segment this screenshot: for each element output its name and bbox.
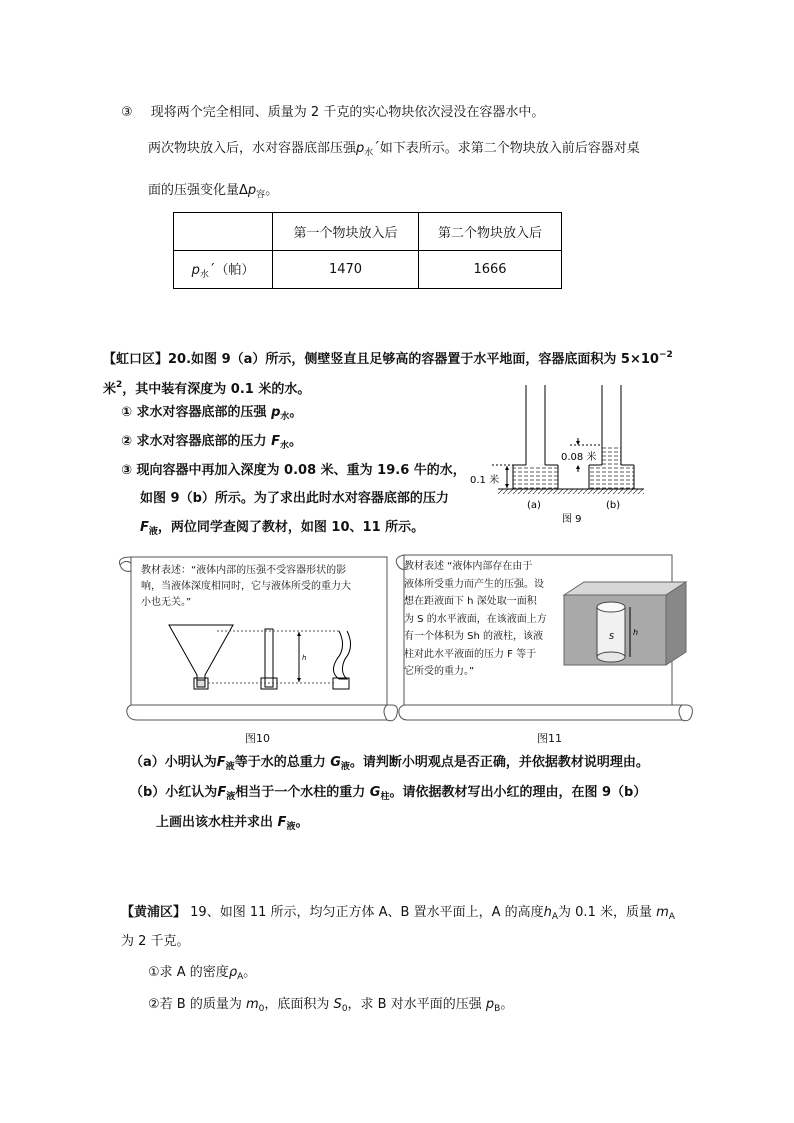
symbol-h: h — [543, 905, 552, 920]
subscript: A — [237, 972, 244, 982]
period: 。 — [243, 965, 257, 980]
symbol-g: G — [369, 785, 381, 800]
table-header-cell: 第一个物块放入后 — [273, 213, 419, 251]
subscript: A — [668, 912, 675, 922]
sub-question-b — [130, 784, 646, 806]
period: 。 — [289, 405, 303, 420]
figure-caption: 图 9 — [562, 514, 582, 525]
subscript: 容 — [256, 190, 266, 200]
figure-11-caption: 图11 — [537, 732, 562, 745]
text-fragment: ① 求水对容器底部的压强 — [121, 405, 267, 420]
question-19-line-2: 为 2 千克。 — [121, 934, 190, 949]
container-a — [513, 385, 558, 489]
text-fragment: 如图 9（b）所示。为了求出此时水对容器底部的压力 — [140, 491, 449, 506]
figure-11-text — [404, 558, 547, 681]
table-row-label — [174, 251, 273, 289]
textbook-line: 柱对此水平液面的压力 F 等于 — [404, 648, 537, 660]
subscript: 液 — [340, 762, 350, 772]
subscript: 水 — [199, 270, 209, 280]
symbol-p: p — [247, 183, 257, 198]
textbook-line: 有一个体积为 Sh 的液柱，该液 — [404, 631, 544, 642]
subscript: 液 — [226, 792, 236, 802]
s-label: S — [609, 632, 615, 641]
text-fragment: 相当于一个水柱的重力 — [235, 785, 366, 800]
symbol-p: p — [356, 141, 365, 156]
table-header-row — [174, 213, 562, 251]
sub-question-b-line-2 — [156, 814, 308, 836]
question-20-line-1 — [103, 346, 673, 369]
text-fragment: ①求 A 的密度 — [148, 965, 229, 980]
subscript: 水 — [364, 148, 374, 158]
question-19-sub-1 — [148, 964, 256, 986]
sub-question-a — [130, 754, 649, 776]
prime-mark: ´ — [373, 141, 380, 156]
text-fragment: 两次物块放入后，水对容器底部压强 — [148, 141, 357, 156]
question-3-line-2 — [148, 140, 640, 162]
figure-9 — [470, 382, 660, 532]
text-fragment: 。请判断小明观点是否正确，并依据教材说明理由。 — [349, 755, 649, 770]
subscript: 液 — [148, 527, 158, 537]
text-fragment: 。请依据教材写出小红的理由，在图 9（b） — [389, 785, 647, 800]
subscript: A — [551, 912, 559, 922]
sub-question-3-line-2 — [140, 490, 449, 508]
symbol-f: F — [216, 755, 226, 770]
symbol-f: F — [277, 815, 287, 830]
text-fragment: ，求 B 对水平面的压强 — [347, 997, 482, 1012]
label-b: (b) — [606, 500, 621, 511]
period: 。 — [295, 815, 309, 830]
text-fragment: （b）小红认为 — [130, 785, 218, 800]
question-3-line-1 — [121, 104, 544, 122]
text-fragment: 为 0.1 米，质量 — [558, 905, 652, 920]
text-fragment: 等于水的总重力 — [234, 755, 326, 770]
symbol-p: p — [191, 263, 200, 278]
subscript: 0 — [258, 1004, 265, 1014]
symbol-rho: ρ — [228, 965, 238, 980]
text-fragment: （a）小明认为 — [130, 755, 217, 770]
container-b — [589, 385, 634, 489]
table-cell: 1666 — [419, 251, 562, 289]
sub-question-2 — [121, 433, 302, 455]
label-a: (a) — [527, 500, 541, 511]
pressure-table — [173, 212, 562, 289]
text-fragment: 米 — [103, 382, 117, 397]
text-fragment: 如下表所示。求第二个物块放入前后容器对桌 — [379, 141, 640, 156]
subscript: 0 — [341, 1004, 348, 1014]
district-tag: 【虹口区】 — [103, 352, 169, 367]
h-label: h — [633, 628, 639, 637]
symbol-f: F — [271, 434, 280, 449]
table-header-cell — [174, 213, 273, 251]
symbol-p: p — [485, 997, 495, 1012]
text-fragment: 上画出该水柱并求出 — [156, 815, 274, 830]
textbook-line: 教材表述 “液体内部存在由于 — [404, 561, 533, 572]
textbook-line: 教材表述：“液体内部的压强不受容器形状的影 — [141, 565, 347, 576]
circled-number-3: ③ — [121, 105, 133, 120]
superscript: −2 — [658, 350, 673, 360]
symbol-f: F — [217, 785, 227, 800]
question-text: 现将两个完全相同、质量为 2 千克的实心物块依次浸没在容器水中。 — [150, 105, 545, 120]
sub-question-3-line-3 — [140, 519, 424, 541]
symbol-p: p — [271, 405, 281, 420]
superscript: 2 — [116, 380, 123, 390]
text-fragment: 20.如图 9（a）所示，侧壁竖直且足够高的容器置于水平地面，容器底面积为 5×10 — [168, 352, 659, 367]
symbol-m: m — [656, 905, 669, 920]
period: 。 — [500, 997, 514, 1012]
symbol-g: G — [330, 755, 341, 770]
text-fragment: 19、如图 11 所示，均匀正方体 A、B 置水平面上，A 的高度 — [186, 905, 544, 920]
text-fragment: ，底面积为 — [264, 997, 330, 1012]
symbol-s: S — [333, 997, 342, 1012]
text-fragment: ③ 现向容器中再加入深度为 0.08 米、重为 19.6 牛的水， — [121, 463, 466, 478]
textbook-line: 为 S 的水平液面，在该液面上方 — [404, 613, 547, 625]
text-fragment: ②若 B 的质量为 — [148, 997, 242, 1012]
symbol-f: F — [140, 520, 149, 535]
text-fragment: ② 求水对容器底部的压力 — [121, 434, 267, 449]
text-fragment: 面的压强变化量Δ — [148, 183, 248, 198]
period: 。 — [288, 434, 302, 449]
symbol-m: m — [245, 997, 259, 1012]
question-19-sub-2 — [148, 996, 513, 1018]
text-fragment: ，其中装有深度为 0.1 米的水。 — [122, 382, 311, 397]
subscript: 液 — [225, 762, 235, 772]
sub-question-1 — [121, 404, 302, 426]
table-cell: 1470 — [273, 251, 419, 289]
question-19-line-1 — [121, 904, 675, 926]
textbook-line: 液体所受重力而产生的压强。设 — [404, 578, 544, 590]
subscript: 液 — [286, 822, 296, 832]
water-block — [564, 582, 686, 665]
label-tail: ´（帕） — [208, 263, 255, 278]
textbook-line: 响，当液体深度相同时，它与液体所受的重力大 — [141, 581, 351, 592]
table-header-cell: 第二个物块放入后 — [419, 213, 562, 251]
textbook-line: 想在距液面下 h 深处取一面积 — [404, 596, 537, 607]
subscript: 柱 — [380, 792, 390, 802]
textbook-line: 它所受的重力。” — [404, 666, 475, 677]
subscript: 水 — [280, 412, 290, 422]
h-label: h — [302, 654, 307, 662]
sub-question-3-line-1 — [121, 462, 466, 480]
dimension-label: 0.1 米 — [470, 475, 500, 486]
table-row — [174, 251, 562, 289]
subscript: B — [494, 1004, 501, 1014]
ground — [498, 489, 644, 494]
period: 。 — [265, 183, 279, 198]
question-3-line-3 — [148, 182, 278, 204]
textbook-line: 小也无关。” — [141, 597, 192, 608]
figure-10-caption: 图10 — [245, 732, 270, 745]
subscript: 水 — [279, 441, 289, 451]
text-fragment: ，两位同学查阅了教材，如图 10、11 所示。 — [157, 520, 425, 535]
figure-10-text — [141, 563, 351, 611]
district-tag: 【黄浦区】 — [121, 905, 187, 920]
dimension-label: 0.08 米 — [561, 452, 597, 463]
question-20-line-2 — [103, 376, 310, 399]
